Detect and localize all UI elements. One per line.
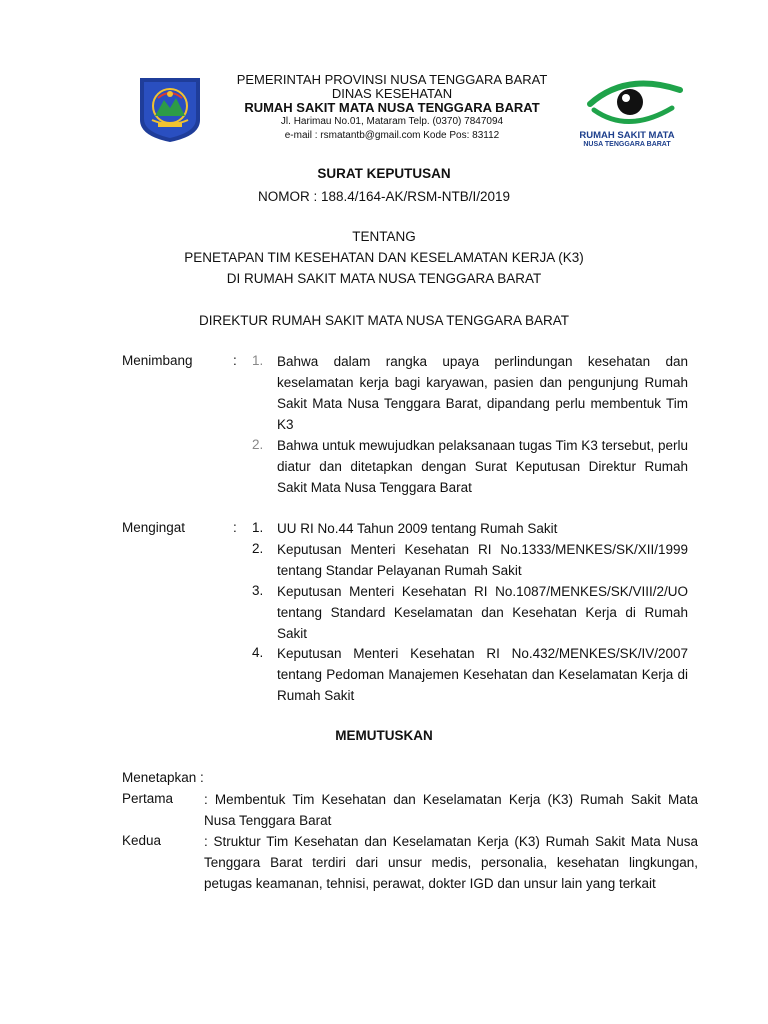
hospital-logo	[568, 74, 686, 154]
mengingat-label: Mengingat	[122, 520, 186, 535]
letterhead	[0, 70, 768, 146]
memutuskan-heading: MEMUTUSKAN	[335, 728, 433, 743]
menimbang-item-text: Bahwa dalam rangka upaya perlindungan kesehatan dan keselamatan kerja bagi karyawan, pasien dan pengunjung Rumah Sakit Mata Nusa Tenggara Barat, dipandang perlu membentuk Tim K3	[277, 354, 688, 432]
mengingat-item-text: Keputusan Menteri Kesehatan RI No.1333/MENKES/SK/XII/1999 tentang Standar Pelayanan Rumah Sakit	[277, 542, 688, 578]
tentang-heading: TENTANG	[352, 229, 416, 244]
eye-logo-icon	[568, 74, 686, 130]
government-name: PEMERINTAH PROVINSI NUSA TENGGARA BARAT	[236, 72, 548, 87]
subject-line-2: DI RUMAH SAKIT MATA NUSA TENGGARA BARAT	[226, 271, 542, 286]
pertama-text: : Membentuk Tim Kesehatan dan Keselamatan Kerja (K3) Rumah Sakit Mata Nusa Tenggara Barat	[204, 792, 698, 828]
mengingat-item-number: 1.	[252, 520, 264, 535]
menimbang-label: Menimbang	[122, 353, 193, 368]
mengingat-colon: :	[233, 520, 237, 535]
menimbang-item-number: 1.	[252, 353, 264, 368]
mengingat-item-number: 2.	[252, 541, 264, 556]
mengingat-item-number: 3.	[252, 583, 264, 598]
kedua-label: Kedua	[122, 833, 162, 848]
pertama-label: Pertama	[122, 791, 174, 806]
menimbang-item-number: 2.	[252, 437, 264, 452]
mengingat-item-number: 4.	[252, 645, 264, 660]
menetapkan-label: Menetapkan :	[122, 770, 204, 785]
mengingat-item-text: Keputusan Menteri Kesehatan RI No.1087/MENKES/SK/VIII/2/UO tentang Standard Keselamatan dan Kesehatan Kerja di Rumah Sakit	[277, 584, 688, 641]
logo-hospital-name: RUMAH SAKIT MATA	[579, 130, 675, 141]
menimbang-colon: :	[233, 353, 237, 368]
hospital-name: RUMAH SAKIT MATA NUSA TENGGARA BARAT	[244, 100, 540, 115]
hospital-contact: e-mail : rsmatantb@gmail.com Kode Pos: 83112	[284, 130, 500, 141]
logo-region-name: NUSA TENGGARA BARAT	[583, 141, 671, 148]
department-name: DINAS KESEHATAN	[331, 86, 453, 101]
province-emblem-icon	[136, 76, 204, 144]
kedua-text: : Struktur Tim Kesehatan dan Keselamatan Kerja (K3) Rumah Sakit Mata Nusa Tenggara Barat terdiri dari unsur medis, personalia, kesehatan lingkungan, petugas keamanan, tehnisi, perawat, dokter IGD dan unsur lain yang terkait	[204, 834, 698, 891]
mengingat-item-text: UU RI No.44 Tahun 2009 tentang Rumah Sakit	[277, 521, 558, 536]
letterhead-text	[212, 73, 572, 143]
document-title: SURAT KEPUTUSAN	[317, 166, 451, 181]
subject-line-1: PENETAPAN TIM KESEHATAN DAN KESELAMATAN KERJA (K3)	[184, 250, 584, 265]
issuer-line: DIREKTUR RUMAH SAKIT MATA NUSA TENGGARA BARAT	[198, 313, 570, 328]
document-number: NOMOR : 188.4/164-AK/RSM-NTB/I/2019	[257, 189, 511, 204]
mengingat-item-text: Keputusan Menteri Kesehatan RI No.432/MENKES/SK/IV/2007 tentang Pedoman Manajemen Kesehatan dan Keselamatan Kerja di Rumah Sakit	[277, 646, 688, 703]
menimbang-item-text: Bahwa untuk mewujudkan pelaksanaan tugas Tim K3 tersebut, perlu diatur dan ditetapkan dengan Surat Keputusan Direktur Rumah Sakit Mata Nusa Tenggara Barat	[277, 438, 688, 495]
hospital-address: Jl. Harimau No.01, Mataram Telp. (0370) 7847094	[280, 116, 504, 127]
